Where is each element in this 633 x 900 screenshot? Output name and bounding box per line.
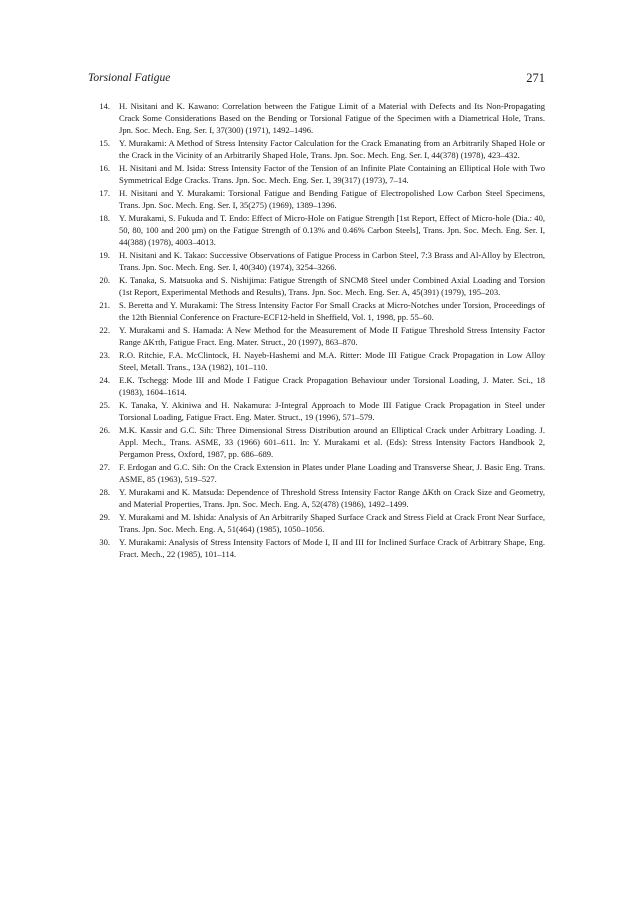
reference-number: 22. — [99, 324, 110, 335]
reference-text: K. Tanaka, Y. Akiniwa and H. Nakamura: J-Integral Approach to Mode III Fatigue Crack Propagation in Steel under Torsional Loading, Fatigue Fract. Eng. Mater. Struct., 19 (1996), 571–579. — [119, 399, 545, 422]
reference-list — [88, 101, 545, 562]
reference-number: 17. — [99, 187, 110, 198]
section-title: Torsional Fatigue — [88, 72, 171, 84]
reference-item — [88, 101, 545, 137]
reference-text: R.O. Ritchie, F.A. McClintock, H. Nayeb-Hashemi and M.A. Ritter: Mode III Fatigue Crack Propagation in Low Alloy Steel, Metall. Trans., 13A (1982), 101–110. — [119, 349, 545, 372]
reference-number: 29. — [99, 511, 110, 522]
reference-number: 19. — [99, 249, 110, 260]
reference-text: F. Erdogan and G.C. Sih: On the Crack Extension in Plates under Plane Loading and Transverse Shear, J. Basic Eng. Trans. ASME, 85 (1963), 519–527. — [119, 461, 545, 484]
reference-item — [88, 250, 545, 274]
reference-text: K. Tanaka, S. Matsuoka and S. Nishijima: Fatigue Strength of SNCM8 Steel under Combined Axial Loading and Torsion (1st Report, Experimental Methods and Results), Trans. Jpn. Soc. Mech. Eng. Ser. A, 45(391) (1979), 195–203. — [119, 274, 545, 297]
reference-text: M.K. Kassir and G.C. Sih: Three Dimensional Stress Distribution around an Elliptical Crack under Arbitrary Loading. J. Appl. Mech., Trans. ASME, 33 (1966) 601–611. In: Y. Murakami et al. (Eds): Stress Intensity Factors Handbook 2, Pergamon Press, Oxford, 1987, pp. 686–689. — [119, 424, 545, 459]
reference-item — [88, 350, 545, 374]
reference-item — [88, 537, 545, 561]
reference-item — [88, 188, 545, 212]
reference-item — [88, 213, 545, 249]
reference-item — [88, 400, 545, 424]
reference-number: 24. — [99, 374, 110, 385]
reference-text: Y. Murakami and S. Hamada: A New Method for the Measurement of Mode II Fatigue Threshold Stress Intensity Factor Range ΔKτth, Fatigue Fract. Eng. Mater. Struct., 20 (1997), 863–870. — [119, 324, 545, 347]
reference-number: 23. — [99, 349, 110, 360]
reference-item — [88, 163, 545, 187]
reference-number: 30. — [99, 536, 110, 547]
running-head — [88, 72, 545, 88]
reference-item — [88, 138, 545, 162]
reference-text: H. Nisitani and K. Kawano: Correlation between the Fatigue Limit of a Material with Defects and Its Non-Propagating Crack Some Considerations Based on the Bending or Torsional Fatigue of the Specimen with a Diametrical Hole, Trans. Jpn. Soc. Mech. Eng. Ser. I, 37(300) (1971), 1492–1496. — [119, 101, 545, 135]
reference-item — [88, 512, 545, 536]
reference-text: S. Beretta and Y. Murakami: The Stress Intensity Factor For Small Cracks at Micro-Notches under Torsion, Proceedings of the 12th Biennial Conference on Fracture-ECF12-held in Sheffield, Vol. 1, 1998, pp. 55–60. — [119, 299, 545, 322]
reference-text: E.K. Tschegg: Mode III and Mode I Fatigue Crack Propagation Behaviour under Torsional Loading, J. Mater. Sci., 18 (1983), 1604–1614. — [119, 374, 545, 397]
reference-text: Y. Murakami: A Method of Stress Intensity Factor Calculation for the Crack Emanating from an Arbitrarily Shaped Hole or the Crack in the Vicinity of an Arbitrarily Shaped Hole, Trans. Jpn. Soc. Mech. Eng. Ser. I, 44(378) (1978), 423–432. — [119, 137, 545, 160]
page-number: 271 — [526, 71, 545, 85]
reference-text: H. Nisitani and K. Takao: Successive Observations of Fatigue Process in Carbon Steel, 7:3 Brass and Al-Alloy by Electron, Trans. Jpn. Soc. Mech. Eng. Ser. I, 40(340) (1974), 3254–3266. — [119, 249, 545, 272]
reference-text: Y. Murakami and K. Matsuda: Dependence of Threshold Stress Intensity Factor Range ΔKth on Crack Size and Geometry, and Material Properties, Trans. Jpn. Soc. Mech. Eng. A, 52(478) (1986), 1492–1499. — [119, 486, 545, 509]
reference-item — [88, 375, 545, 399]
reference-number: 20. — [99, 274, 110, 285]
reference-text: Y. Murakami and M. Ishida: Analysis of An Arbitrarily Shaped Surface Crack and Stress Field at Crack Front Near Surface, Trans. Jpn. Soc. Mech. Eng. A, 51(464) (1985), 1050–1056. — [119, 511, 545, 534]
reference-text: H. Nisitani and M. Isida: Stress Intensity Factor of the Tension of an Infinite Plate Containing an Elliptical Hole with Two Symmetrical Edge Cracks. Trans. Jpn. Soc. Mech. Eng. Ser. I, 39(317) (1973), 7–14. — [119, 162, 545, 185]
reference-item — [88, 487, 545, 511]
reference-number: 14. — [99, 101, 110, 111]
reference-text: H. Nisitani and Y. Murakami: Torsional Fatigue and Bending Fatigue of Electropolished Low Carbon Steel Specimens, Trans. Jpn. Soc. Mech. Eng. Ser. I, 35(275) (1969), 1389–1396. — [119, 187, 545, 210]
reference-item — [88, 325, 545, 349]
reference-number: 18. — [99, 212, 110, 223]
reference-number: 15. — [99, 137, 110, 148]
reference-item — [88, 275, 545, 299]
reference-item — [88, 425, 545, 461]
reference-item — [88, 462, 545, 486]
reference-number: 28. — [99, 486, 110, 497]
reference-number: 16. — [99, 162, 110, 173]
reference-text: Y. Murakami, S. Fukuda and T. Endo: Effect of Micro-Hole on Fatigue Strength [1st Report, Effect of Micro-hole (Dia.: 40, 50, 80, 100 and 200 µm) on the Fatigue Strength of 0.13% and 0.46% Carbon Steels], Trans. Jpn. Soc. Mech. Eng. Ser. I, 44(388) (1978), 4003–4013. — [119, 212, 545, 247]
reference-number: 21. — [99, 299, 110, 310]
reference-number: 25. — [99, 399, 110, 410]
reference-item — [88, 300, 545, 324]
reference-number: 26. — [99, 424, 110, 435]
reference-text: Y. Murakami: Analysis of Stress Intensity Factors of Mode I, II and III for Inclined Surface Crack of Arbitrary Shape, Eng. Fract. Mech., 22 (1985), 101–114. — [119, 536, 545, 559]
reference-number: 27. — [99, 461, 110, 472]
